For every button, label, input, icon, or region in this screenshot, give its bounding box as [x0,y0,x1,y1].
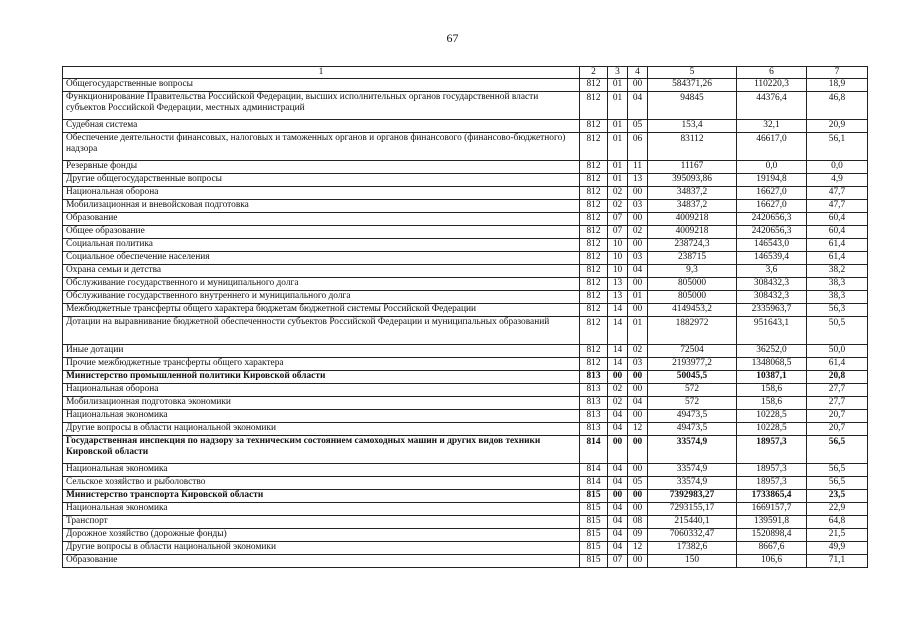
row-actual-cell: 158,6 [737,397,807,410]
row-subsection-cell: 00 [628,503,648,516]
row-subsection-cell: 04 [628,397,648,410]
row-actual-cell: 8667,6 [737,542,807,555]
row-code-cell: 813 [580,397,608,410]
row-percent-cell: 56,5 [807,436,868,464]
row-actual-cell: 16627,0 [737,187,807,200]
header-cell: 3 [608,67,628,79]
row-percent-cell: 23,5 [807,490,868,503]
row-code-cell: 815 [580,503,608,516]
row-section-cell: 00 [608,436,628,464]
row-actual-cell: 10228,5 [737,410,807,423]
row-name-cell: Мобилизационная подготовка экономики [63,397,580,410]
row-name-cell: Обслуживание государственного и муниципального долга [63,278,580,291]
table-row [63,92,868,120]
row-subsection-cell: 03 [628,358,648,371]
table-row [63,542,868,555]
row-section-cell: 07 [608,213,628,226]
row-section-cell: 13 [608,291,628,304]
row-name-cell: Социальное обеспечение населения [63,252,580,265]
row-actual-cell: 106,6 [737,555,807,568]
row-name-cell: Национальная экономика [63,464,580,477]
row-plan-cell: 33574,9 [648,477,737,490]
row-actual-cell: 10228,5 [737,423,807,436]
row-section-cell: 00 [608,371,628,384]
row-name-cell: Транспорт [63,516,580,529]
row-percent-cell: 20,8 [807,371,868,384]
row-plan-cell: 72504 [648,345,737,358]
row-actual-cell: 0,0 [737,161,807,174]
row-plan-cell: 395093,86 [648,174,737,187]
table-row [63,490,868,503]
row-plan-cell: 7060332,47 [648,529,737,542]
row-plan-cell: 4149453,2 [648,304,737,317]
row-plan-cell: 215440,1 [648,516,737,529]
table-header-row [63,67,868,79]
row-percent-cell: 27,7 [807,384,868,397]
row-actual-cell: 1733865,4 [737,490,807,503]
header-cell: 1 [63,67,580,79]
row-actual-cell: 10387,1 [737,371,807,384]
row-section-cell: 01 [608,133,628,161]
row-name-cell: Сельское хозяйство и рыболовство [63,477,580,490]
row-code-cell: 812 [580,291,608,304]
row-code-cell: 813 [580,410,608,423]
row-actual-cell: 2420656,3 [737,226,807,239]
table-row [63,477,868,490]
row-subsection-cell: 03 [628,252,648,265]
row-plan-cell: 17382,6 [648,542,737,555]
row-name-cell: Обслуживание государственного внутреннего и муниципального долга [63,291,580,304]
row-code-cell: 813 [580,384,608,397]
row-subsection-cell: 11 [628,161,648,174]
budget-table [62,66,868,568]
row-section-cell: 10 [608,252,628,265]
row-percent-cell: 56,3 [807,304,868,317]
row-actual-cell: 2420656,3 [737,213,807,226]
row-code-cell: 814 [580,477,608,490]
row-subsection-cell: 05 [628,477,648,490]
row-code-cell: 815 [580,555,608,568]
row-code-cell: 815 [580,490,608,503]
row-percent-cell: 27,7 [807,397,868,410]
row-section-cell: 01 [608,79,628,92]
table-row [63,358,868,371]
row-percent-cell: 56,5 [807,464,868,477]
row-subsection-cell: 12 [628,423,648,436]
row-section-cell: 04 [608,529,628,542]
row-section-cell: 01 [608,161,628,174]
row-section-cell: 02 [608,187,628,200]
row-section-cell: 13 [608,278,628,291]
row-name-cell: Иные дотации [63,345,580,358]
row-percent-cell: 38,2 [807,265,868,278]
row-section-cell: 07 [608,226,628,239]
header-cell: 6 [737,67,807,79]
row-plan-cell: 7392983,27 [648,490,737,503]
row-code-cell: 812 [580,161,608,174]
row-section-cell: 01 [608,120,628,133]
row-name-cell: Образование [63,555,580,568]
row-actual-cell: 46617,0 [737,133,807,161]
row-section-cell: 04 [608,423,628,436]
row-subsection-cell: 03 [628,200,648,213]
row-name-cell: Функционирование Правительства Российской Федерации, высших исполнительных органов государственной власти субъектов Российской Федерации, местных администраций [63,92,580,120]
row-actual-cell: 19194,8 [737,174,807,187]
row-actual-cell: 18957,3 [737,464,807,477]
row-section-cell: 04 [608,477,628,490]
row-subsection-cell: 01 [628,317,648,345]
row-section-cell: 14 [608,304,628,317]
row-percent-cell: 20,7 [807,410,868,423]
header-cell: 4 [628,67,648,79]
table-row [63,161,868,174]
row-name-cell: Общегосударственные вопросы [63,79,580,92]
row-plan-cell: 805000 [648,278,737,291]
row-name-cell: Национальная экономика [63,503,580,516]
row-section-cell: 14 [608,358,628,371]
row-subsection-cell: 01 [628,291,648,304]
table-row [63,464,868,477]
row-subsection-cell: 02 [628,345,648,358]
row-code-cell: 812 [580,358,608,371]
table-row [63,200,868,213]
row-code-cell: 812 [580,187,608,200]
table-row [63,410,868,423]
row-name-cell: Прочие межбюджетные трансферты общего характера [63,358,580,371]
row-section-cell: 02 [608,200,628,213]
row-plan-cell: 238715 [648,252,737,265]
row-actual-cell: 36252,0 [737,345,807,358]
row-section-cell: 10 [608,265,628,278]
row-percent-cell: 4,9 [807,174,868,187]
row-percent-cell: 64,8 [807,516,868,529]
row-percent-cell: 60,4 [807,213,868,226]
row-name-cell: Дотации на выравнивание бюджетной обеспеченности субъектов Российской Федерации и муниципальных образований [63,317,580,345]
row-subsection-cell: 13 [628,174,648,187]
row-actual-cell: 2335963,7 [737,304,807,317]
row-section-cell: 04 [608,542,628,555]
row-actual-cell: 139591,8 [737,516,807,529]
row-code-cell: 815 [580,516,608,529]
row-name-cell: Резервные фонды [63,161,580,174]
row-name-cell: Национальная экономика [63,410,580,423]
row-section-cell: 04 [608,503,628,516]
row-subsection-cell: 12 [628,542,648,555]
row-section-cell: 00 [608,490,628,503]
row-percent-cell: 0,0 [807,161,868,174]
row-actual-cell: 1520898,4 [737,529,807,542]
table-row [63,79,868,92]
row-plan-cell: 153,4 [648,120,737,133]
row-percent-cell: 49,9 [807,542,868,555]
table-row [63,317,868,345]
table-row [63,423,868,436]
row-actual-cell: 308432,3 [737,278,807,291]
row-code-cell: 812 [580,304,608,317]
row-code-cell: 814 [580,436,608,464]
table-row [63,555,868,568]
row-section-cell: 04 [608,410,628,423]
table-row [63,397,868,410]
row-code-cell: 812 [580,345,608,358]
row-subsection-cell: 00 [628,384,648,397]
header-cell: 7 [807,67,868,79]
row-actual-cell: 158,6 [737,384,807,397]
row-name-cell: Национальная оборона [63,187,580,200]
row-actual-cell: 18957,3 [737,436,807,464]
row-name-cell: Мобилизационная и вневойсковая подготовка [63,200,580,213]
row-code-cell: 813 [580,371,608,384]
row-code-cell: 813 [580,423,608,436]
row-subsection-cell: 00 [628,464,648,477]
row-section-cell: 10 [608,239,628,252]
row-percent-cell: 20,7 [807,423,868,436]
row-actual-cell: 1348068,5 [737,358,807,371]
row-code-cell: 812 [580,265,608,278]
table-row [63,265,868,278]
row-percent-cell: 20,9 [807,120,868,133]
row-name-cell: Государственная инспекция по надзору за техническим состоянием самоходных машин и других видов техники Кировской области [63,436,580,464]
row-section-cell: 14 [608,345,628,358]
row-name-cell: Министерство промышленной политики Кировской области [63,371,580,384]
row-section-cell: 04 [608,464,628,477]
table-row [63,436,868,464]
row-name-cell: Охрана семьи и детства [63,265,580,278]
row-subsection-cell: 04 [628,92,648,120]
table-row [63,226,868,239]
row-percent-cell: 71,1 [807,555,868,568]
row-name-cell: Образование [63,213,580,226]
row-subsection-cell: 00 [628,187,648,200]
table-row [63,304,868,317]
row-section-cell: 01 [608,174,628,187]
row-actual-cell: 110220,3 [737,79,807,92]
row-percent-cell: 61,4 [807,252,868,265]
table-row [63,174,868,187]
row-actual-cell: 32,1 [737,120,807,133]
row-plan-cell: 1882972 [648,317,737,345]
row-plan-cell: 2193977,2 [648,358,737,371]
row-subsection-cell: 00 [628,371,648,384]
table-row [63,239,868,252]
row-name-cell: Другие вопросы в области национальной экономики [63,542,580,555]
table-row [63,529,868,542]
row-subsection-cell: 00 [628,304,648,317]
row-code-cell: 812 [580,213,608,226]
row-code-cell: 814 [580,464,608,477]
table-row [63,503,868,516]
row-plan-cell: 805000 [648,291,737,304]
table-row [63,345,868,358]
row-plan-cell: 9,3 [648,265,737,278]
row-name-cell: Социальная политика [63,239,580,252]
row-name-cell: Министерство транспорта Кировской области [63,490,580,503]
row-name-cell: Другие общегосударственные вопросы [63,174,580,187]
row-section-cell: 07 [608,555,628,568]
row-plan-cell: 50045,5 [648,371,737,384]
row-code-cell: 812 [580,317,608,345]
row-code-cell: 812 [580,278,608,291]
row-code-cell: 812 [580,200,608,213]
row-plan-cell: 33574,9 [648,436,737,464]
row-actual-cell: 44376,4 [737,92,807,120]
table-row [63,187,868,200]
row-plan-cell: 11167 [648,161,737,174]
row-section-cell: 01 [608,92,628,120]
row-actual-cell: 16627,0 [737,200,807,213]
row-code-cell: 812 [580,133,608,161]
row-percent-cell: 50,5 [807,317,868,345]
row-code-cell: 815 [580,542,608,555]
row-actual-cell: 146543,0 [737,239,807,252]
row-actual-cell: 146539,4 [737,252,807,265]
row-percent-cell: 50,0 [807,345,868,358]
row-subsection-cell: 00 [628,239,648,252]
row-code-cell: 815 [580,529,608,542]
header-cell: 5 [648,67,737,79]
table-row [63,291,868,304]
table-row [63,384,868,397]
header-cell: 2 [580,67,608,79]
row-plan-cell: 238724,3 [648,239,737,252]
row-percent-cell: 47,7 [807,187,868,200]
row-name-cell: Судебная система [63,120,580,133]
row-plan-cell: 49473,5 [648,410,737,423]
row-name-cell: Национальная оборона [63,384,580,397]
table-row [63,133,868,161]
row-name-cell: Другие вопросы в области национальной экономики [63,423,580,436]
row-code-cell: 812 [580,226,608,239]
page-number: 67 [446,31,459,45]
row-percent-cell: 56,5 [807,477,868,490]
table-row [63,516,868,529]
row-plan-cell: 572 [648,397,737,410]
row-percent-cell: 22,9 [807,503,868,516]
row-plan-cell: 83112 [648,133,737,161]
row-subsection-cell: 08 [628,516,648,529]
row-plan-cell: 4009218 [648,213,737,226]
row-plan-cell: 34837,2 [648,187,737,200]
row-plan-cell: 584371,26 [648,79,737,92]
row-code-cell: 812 [580,239,608,252]
row-percent-cell: 21,5 [807,529,868,542]
row-plan-cell: 49473,5 [648,423,737,436]
row-section-cell: 14 [608,317,628,345]
row-plan-cell: 4009218 [648,226,737,239]
row-plan-cell: 150 [648,555,737,568]
row-name-cell: Обеспечение деятельности финансовых, налоговых и таможенных органов и органов финансового (финансово-бюджетного) надзора [63,133,580,161]
row-actual-cell: 18957,3 [737,477,807,490]
row-code-cell: 812 [580,174,608,187]
row-subsection-cell: 05 [628,120,648,133]
row-plan-cell: 7293155,17 [648,503,737,516]
row-subsection-cell: 09 [628,529,648,542]
row-subsection-cell: 02 [628,226,648,239]
row-code-cell: 812 [580,79,608,92]
row-code-cell: 812 [580,92,608,120]
row-percent-cell: 60,4 [807,226,868,239]
table-row [63,252,868,265]
row-subsection-cell: 00 [628,79,648,92]
row-percent-cell: 38,3 [807,278,868,291]
row-subsection-cell: 00 [628,555,648,568]
row-percent-cell: 61,4 [807,358,868,371]
row-section-cell: 02 [608,397,628,410]
row-plan-cell: 572 [648,384,737,397]
row-subsection-cell: 00 [628,410,648,423]
row-subsection-cell: 00 [628,436,648,464]
table-row [63,213,868,226]
row-actual-cell: 308432,3 [737,291,807,304]
row-percent-cell: 61,4 [807,239,868,252]
row-plan-cell: 34837,2 [648,200,737,213]
row-plan-cell: 94845 [648,92,737,120]
row-plan-cell: 33574,9 [648,464,737,477]
row-actual-cell: 3,6 [737,265,807,278]
row-name-cell: Дорожное хозяйство (дорожные фонды) [63,529,580,542]
row-subsection-cell: 00 [628,490,648,503]
row-code-cell: 812 [580,252,608,265]
row-section-cell: 04 [608,516,628,529]
table-row [63,371,868,384]
row-subsection-cell: 04 [628,265,648,278]
row-percent-cell: 38,3 [807,291,868,304]
row-name-cell: Межбюджетные трансферты общего характера бюджетам бюджетной системы Российской Федерации [63,304,580,317]
row-actual-cell: 951643,1 [737,317,807,345]
row-percent-cell: 46,8 [807,92,868,120]
row-percent-cell: 47,7 [807,200,868,213]
row-name-cell: Общее образование [63,226,580,239]
table-row [63,278,868,291]
row-percent-cell: 18,9 [807,79,868,92]
row-subsection-cell: 00 [628,213,648,226]
row-section-cell: 02 [608,384,628,397]
row-code-cell: 812 [580,120,608,133]
row-subsection-cell: 06 [628,133,648,161]
row-actual-cell: 1669157,7 [737,503,807,516]
row-percent-cell: 56,1 [807,133,868,161]
row-subsection-cell: 00 [628,278,648,291]
table-row [63,120,868,133]
